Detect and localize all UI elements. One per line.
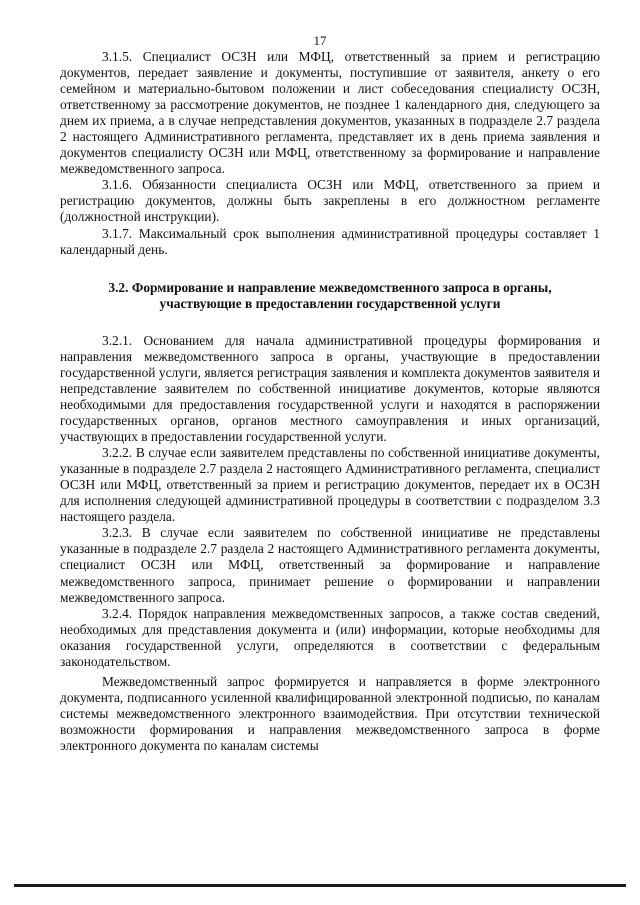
paragraph-3-2-3: 3.2.3. В случае если заявителем по собственной инициативе не представлены указанные в подразделе 2.7 раздела 2 настоящего Административного регламента документы, специалист ОСЗН или МФЦ, ответственный за формирование и направление межведомственного запроса, принимает решение о формировании и направлении межведомственного запроса. [60,525,600,605]
section-heading-line-1: 3.2. Формирование и направление межведомственного запроса в органы, [108,279,552,295]
section-heading-3-2 [60,280,600,312]
paragraph-3-2-2: 3.2.2. В случае если заявителем представлены по собственной инициативе документы, указанные в подразделе 2.7 раздела 2 настоящего Административного регламента, специалист ОСЗН или МФЦ, ответственный за прием и регистрацию документов, передает их в ОСЗН для исполнения следующей административной процедуры в соответствии с подразделом 3.3 настоящего раздела. [60,445,600,525]
paragraph-3-1-6: 3.1.6. Обязанности специалиста ОСЗН или МФЦ, ответственного за прием и регистрацию документов, должны быть закреплены в его должностном регламенте (должностной инструкции). [60,177,600,225]
document-body [60,49,600,754]
paragraph-3-1-5: 3.1.5. Специалист ОСЗН или МФЦ, ответственный за прием и регистрацию документов, передает заявление и документы, поступившие от заявителя, анкету о его семейном и материально-бытовом положении и лист собеседования специалисту ОСЗН, ответственному за рассмотрение документов, не позднее 1 календарного дня, следующего за днем их приема, а в случае непредставления документов, указанных в подразделе 2.7 раздела 2 настоящего Административного регламента, представляет их в день приема заявления и документов специалисту ОСЗН или МФЦ, ответственному за формирование и направление межведомственного запроса. [60,49,600,177]
page-bottom-rule [14,884,626,887]
section-heading-line-2: участвующие в предоставлении государственной услуги [159,295,501,311]
paragraph-3-2-1: 3.2.1. Основанием для начала административной процедуры формирования и направления межведомственного запроса в органы, участвующие в предоставлении государственной услуги, является регистрация заявления и комплекта документов заявителя и непредставление заявителем по собственной инициативе документов, которые являются необходимыми для предоставления государственной услуги и находятся в распоряжении государственных органов, органов местного самоуправления и иных организаций, участвующих в предоставлении государственной услуги. [60,332,600,445]
paragraph-interagency-request: Межведомственный запрос формируется и направляется в форме электронного документа, подписанного усиленной квалифицированной электронной подписью, по каналам системы межведомственного электронного взаимодействия. При отсутствии технической возможности формирования и направления межведомственного запроса в форме электронного документа по каналам системы [60,673,600,753]
paragraph-3-2-4: 3.2.4. Порядок направления межведомственных запросов, а также состав сведений, необходимых для представления документа и (или) информации, которые необходимы для оказания государственной услуги, определяются в соответствии с федеральным законодательством. [60,605,600,669]
paragraph-3-1-7: 3.1.7. Максимальный срок выполнения административной процедуры составляет 1 календарный день. [60,225,600,257]
page-number: 17 [313,33,327,48]
